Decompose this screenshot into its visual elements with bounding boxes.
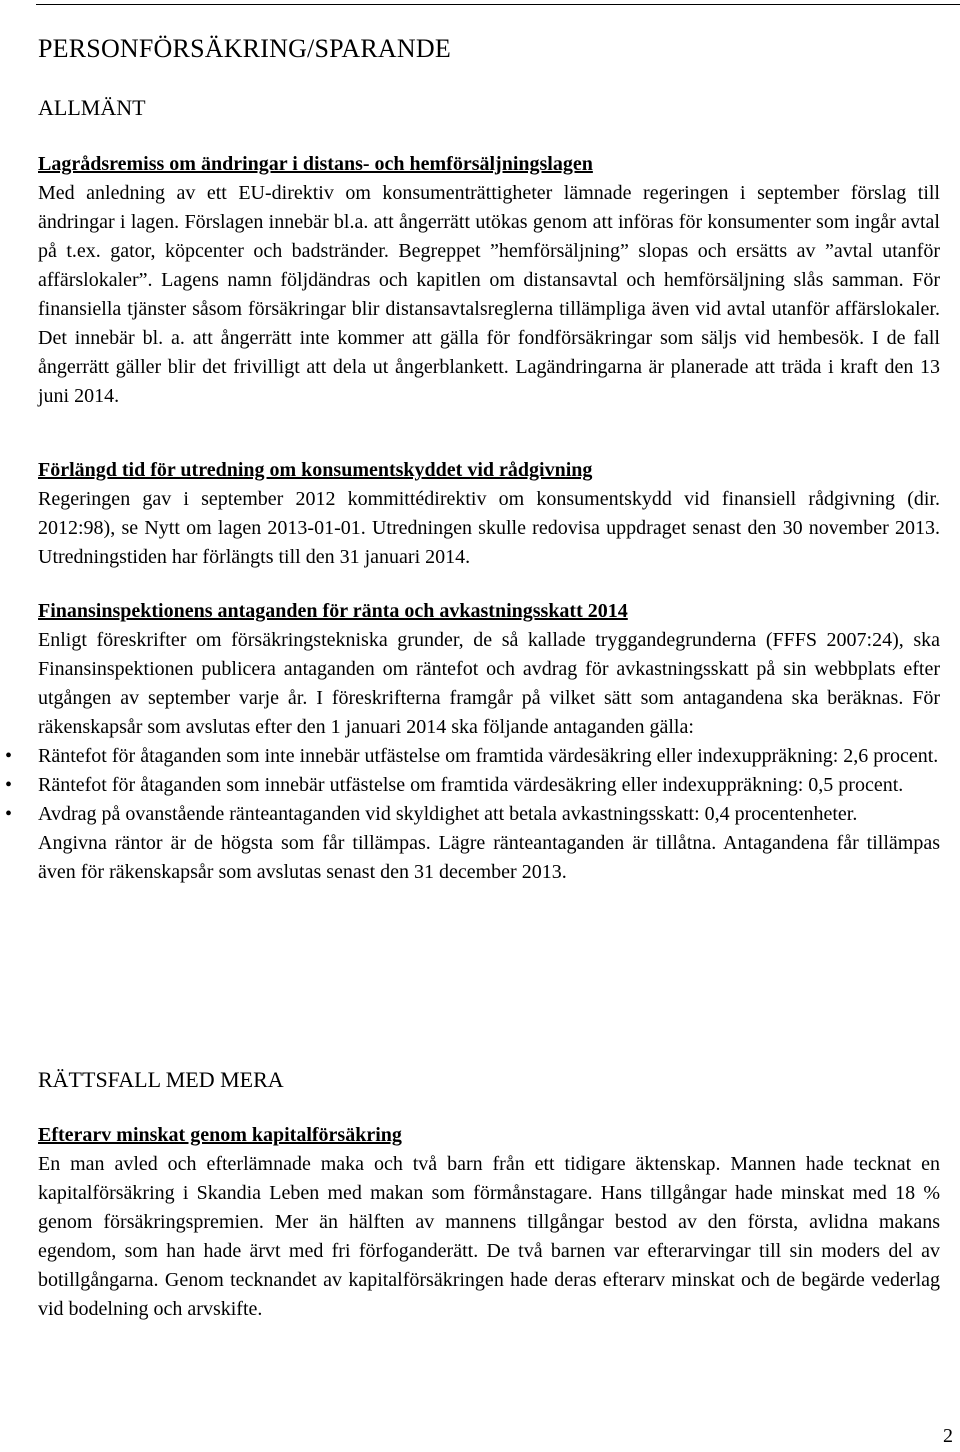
section-heading-allmant: ALLMÄNT — [38, 95, 146, 120]
article-body: En man avled och efterlämnade maka och två barn från ett tidigare äktenskap. Mannen hade tecknat en kapitalförsäkring i Skandia Leben med makan som förmånstagare. Hans tillgångar hade minskat med 18 % genom försäkringspremien. Mer än hälften av mannens tillgångar bestod av den första, avlidna makans egendom, som han hade ärvt med fri förfoganderätt. De två barnen var efterarvingar till sin moders del av botillgångarna. Genom tecknandet av kapitalförsäkringen hade deras efterarv minskat och de begärde vederlag vid bodelning och arvskifte. — [38, 1153, 940, 1320]
article-title: Finansinspektionens antaganden för ränta och avkastningsskatt 2014 — [38, 600, 628, 622]
top-rule — [36, 4, 960, 5]
article-efterarv — [38, 1121, 940, 1324]
article-title: Lagrådsremiss om ändringar i distans- och hemförsäljningslagen — [38, 153, 593, 175]
bullet-icon: • — [5, 774, 13, 796]
article-forlangd-tid — [38, 456, 940, 572]
list-item: • Räntefot för åtaganden som innebär utfästelse om framtida värdesäkring eller indexuppräkning: 0,5 procent. — [38, 771, 940, 800]
bullet-list — [5, 742, 940, 829]
article-body: Med anledning av ett EU-direktiv om konsumenträttigheter lämnade regeringen i september förslag till ändringar i lagen. Förslagen innebär bl.a. att ångerrätt utökas genom att införas för konsumenter som ingår avtal på t.ex. gator, köpcenter och badstränder. Begreppet ”hemförsäljning” slopas och ersätts av ”avtal utanför affärslokaler”. Lagens namn följdändras och kapitlen om distansavtal och hemförsäljning slås samman. För finansiella tjänster såsom försäkringar blir distansavtalsreglerna tillämpliga även vid avtal utanför affärslokaler. Det innebär bl. a. att ångerrätt inte kommer att gälla för fondförsäkringar som säljs vid hembesök. I de fall ångerrätt gäller blir det frivilligt att dela ut ångerblankett. Lagändringarna är planerade att träda i kraft den 13 juni 2014. — [38, 182, 940, 407]
page-title: PERSONFÖRSÄKRING/SPARANDE — [38, 34, 451, 63]
article-lagradsremiss — [38, 150, 940, 411]
section-heading-rattsfall: RÄTTSFALL MED MERA — [38, 1067, 284, 1092]
article-finansinspektionen — [5, 597, 940, 887]
bullet-icon: • — [5, 803, 13, 825]
article-body: Regeringen gav i september 2012 kommittédirektiv om konsumentskydd vid finansiell rådgivning (dir. 2012:98), se Nytt om lagen 2013-01-01. Utredningen skulle redovisa uppdraget senast den 30 november 2013. Utredningstiden har förlängts till den 31 januari 2014. — [38, 488, 940, 568]
list-item: • Räntefot för åtaganden som inte innebär utfästelse om framtida värdesäkring eller indexuppräkning: 2,6 procent. — [38, 742, 940, 771]
article-title: Efterarv minskat genom kapitalförsäkring — [38, 1124, 402, 1146]
article-closing: Angivna räntor är de högsta som får tillämpas. Lägre ränteantaganden är tillåtna. Antagandena får tillämpas även för räkenskapsår som avslutas senast den 31 december 2013. — [38, 832, 940, 883]
page-number: 2 — [943, 1425, 953, 1447]
bullet-icon: • — [5, 745, 13, 767]
article-title: Förlängd tid för utredning om konsumentskyddet vid rådgivning — [38, 459, 593, 481]
article-body: Enligt föreskrifter om försäkringstekniska grunder, de så kallade tryggandegrunderna (FFFS 2007:24), ska Finansinspektionen publicera antaganden om räntefot och avdrag för avkastningsskatt på sin webbplats efter utgången av september varje år. I föreskrifterna framgår på vilket sätt som antagandena ska beräknas. För räkenskapsår som avslutas efter den 1 januari 2014 ska följande antaganden gälla: — [38, 629, 940, 738]
list-item: • Avdrag på ovanstående ränteantaganden vid skyldighet att betala avkastningsskatt: 0,4 procentenheter. — [38, 800, 940, 829]
